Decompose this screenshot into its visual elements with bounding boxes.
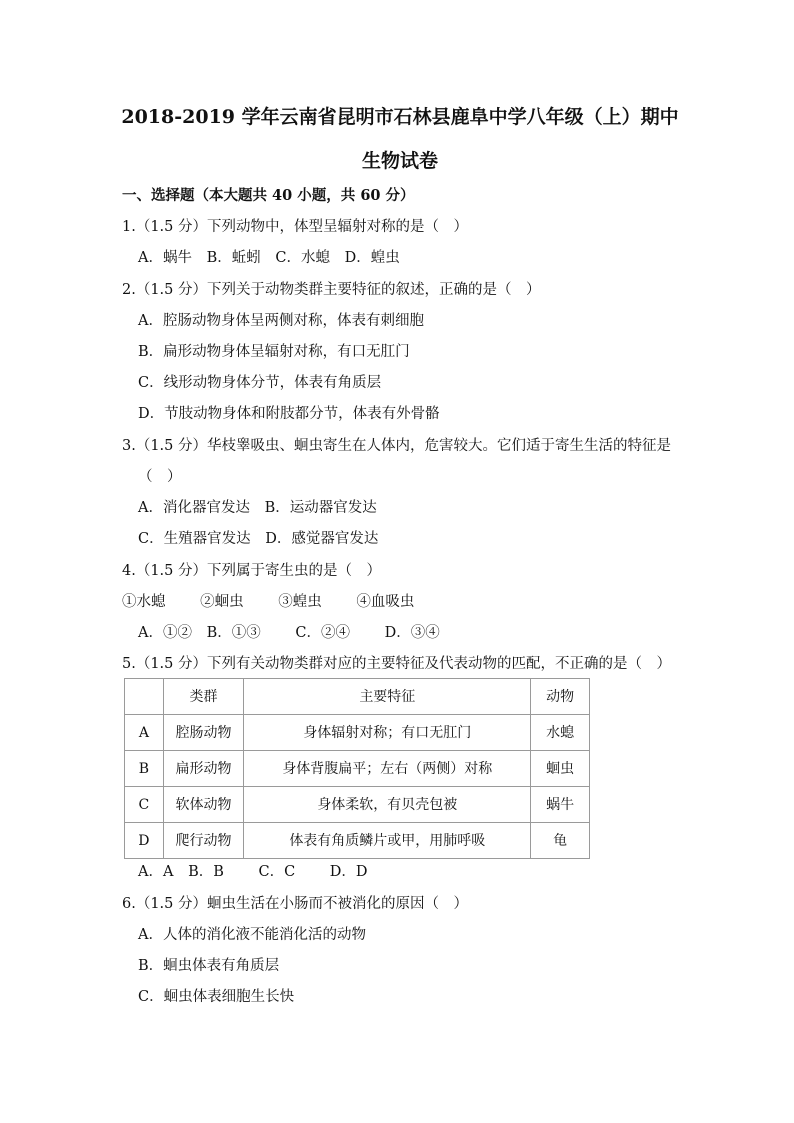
q5-option-c[interactable]: C．C — [258, 864, 296, 880]
table-row — [125, 751, 590, 787]
q4-option-a[interactable]: A．①② — [138, 625, 192, 641]
q1-option-c[interactable]: C．水螅 — [275, 250, 330, 266]
exam-title-line1: 2018-2019 学年云南省昆明市石林县鹿阜中学八年级（上）期中 — [121, 106, 679, 128]
table-header-cell: 主要特征 — [244, 679, 531, 715]
table-cell: 身体柔软，有贝壳包被 — [244, 787, 531, 823]
q4-item-1: ①水螅 — [122, 594, 166, 610]
q6-option-a[interactable]: A．人体的消化液不能消化活的动物 — [138, 927, 366, 943]
q5-option-d[interactable]: D．D — [329, 864, 368, 880]
q2-option-c[interactable]: C．线形动物身体分节，体表有角质层 — [138, 375, 382, 391]
table-cell: 软体动物 — [163, 787, 244, 823]
q3-options-row2 — [138, 529, 388, 549]
q1-options — [138, 248, 410, 268]
q6-option-b[interactable]: B．蛔虫体表有角质层 — [138, 958, 280, 974]
q3-stem-cont: （ ） — [138, 469, 182, 485]
q6-option-c[interactable]: C．蛔虫体表细胞生长快 — [138, 989, 295, 1005]
q2-stem: 2.（1.5 分）下列关于动物类群主要特征的叙述，正确的是（ ） — [122, 282, 541, 298]
q4-option-d[interactable]: D．③④ — [384, 625, 440, 641]
table-cell: 蜗牛 — [531, 787, 590, 823]
table-header-cell: 类群 — [163, 679, 244, 715]
q6-stem: 6.（1.5 分）蛔虫生活在小肠而不被消化的原因（ ） — [122, 896, 469, 912]
q1-option-b[interactable]: B．蚯蚓 — [206, 250, 261, 266]
table-cell: B — [125, 751, 164, 787]
table-cell: 体表有角质鳞片或甲，用肺呼吸 — [244, 823, 531, 859]
q4-stem: 4.（1.5 分）下列属于寄生虫的是（ ） — [122, 563, 382, 579]
q1-option-a[interactable]: A．蜗牛 — [138, 250, 192, 266]
q5-option-a[interactable]: A．A — [138, 864, 174, 880]
table-cell: 扁形动物 — [163, 751, 244, 787]
table-row — [125, 715, 590, 751]
table-row — [125, 823, 590, 859]
table-cell: A — [125, 715, 164, 751]
q4-item-3: ③蝗虫 — [278, 594, 322, 610]
q3-option-d[interactable]: D．感觉器官发达 — [265, 531, 379, 547]
q5-stem: 5.（1.5 分）下列有关动物类群对应的主要特征及代表动物的匹配，不正确的是（ ） — [122, 656, 672, 672]
q3-options-row1 — [138, 498, 387, 518]
table-header-cell — [125, 679, 164, 715]
q2-option-b[interactable]: B．扁形动物身体呈辐射对称，有口无肛门 — [138, 344, 410, 360]
table-cell: 龟 — [531, 823, 590, 859]
table-cell: 身体背腹扁平；左右（两侧）对称 — [244, 751, 531, 787]
table-cell: 蛔虫 — [531, 751, 590, 787]
table-cell: 腔肠动物 — [163, 715, 244, 751]
q3-option-a[interactable]: A．消化器官发达 — [138, 500, 250, 516]
q5-option-b[interactable]: B．B — [188, 864, 224, 880]
table-cell: 身体辐射对称；有口无肛门 — [244, 715, 531, 751]
q4-item-4: ④血吸虫 — [356, 594, 415, 610]
q4-item-2: ②蛔虫 — [200, 594, 244, 610]
q2-option-d[interactable]: D．节肢动物身体和附肢都分节，体表有外骨骼 — [138, 406, 440, 422]
section-heading: 一、选择题（本大题共 40 小题，共 60 分） — [122, 187, 415, 204]
table-header-row — [125, 679, 590, 715]
q4-option-c[interactable]: C．②④ — [295, 625, 350, 641]
table-cell: C — [125, 787, 164, 823]
table-cell: 水螅 — [531, 715, 590, 751]
q5-table — [124, 678, 590, 859]
table-cell: 爬行动物 — [163, 823, 244, 859]
q3-stem: 3.（1.5 分）华枝睾吸虫、蛔虫寄生在人体内，危害较大。它们适于寄生生活的特征是 — [122, 438, 672, 454]
q4-items — [122, 592, 414, 612]
q1-stem: 1.（1.5 分）下列动物中，体型呈辐射对称的是（ ） — [122, 219, 469, 235]
q4-option-b[interactable]: B．①③ — [206, 625, 261, 641]
q3-option-b[interactable]: B．运动器官发达 — [264, 500, 377, 516]
q5-options — [138, 862, 368, 882]
table-header-cell: 动物 — [531, 679, 590, 715]
table-cell: D — [125, 823, 164, 859]
q3-option-c[interactable]: C．生殖器官发达 — [138, 531, 251, 547]
q2-option-a[interactable]: A．腔肠动物身体呈两侧对称，体表有刺细胞 — [138, 313, 424, 329]
exam-title-line2: 生物试卷 — [361, 150, 438, 172]
table-row — [125, 787, 590, 823]
q4-options — [138, 623, 440, 643]
q1-option-d[interactable]: D．蝗虫 — [344, 250, 400, 266]
